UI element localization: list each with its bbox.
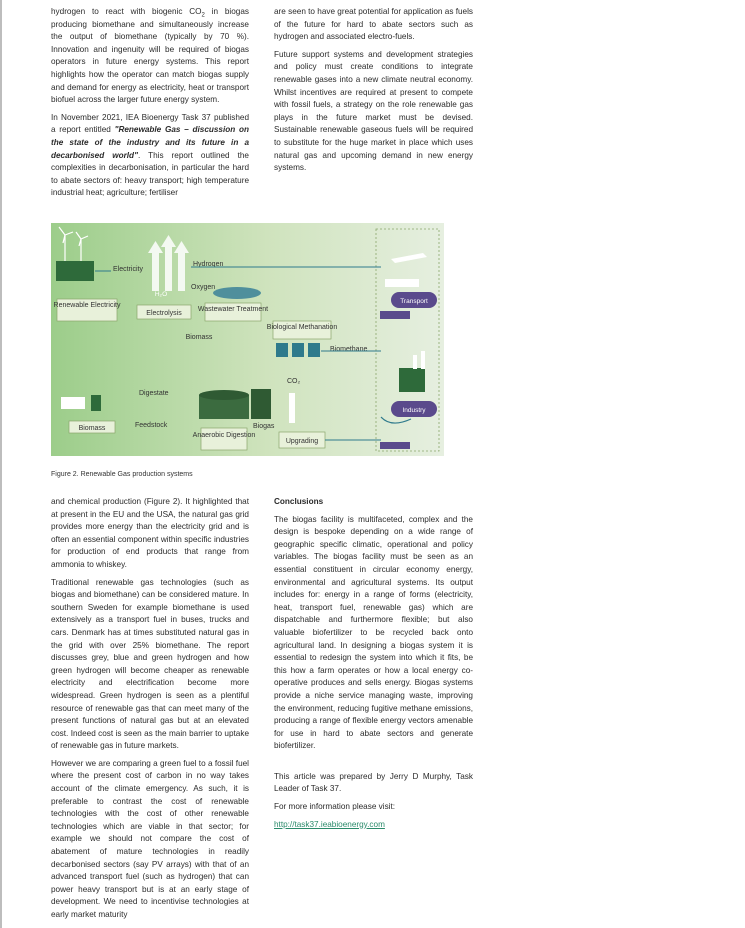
label-biomethane: Biomethane	[330, 346, 368, 353]
paragraph: Traditional renewable gas technologies (such as biogas and biomethane) can be considered mature. In southern Sweden for example biomethane is used extensively as a transport fuel in buses, trucks and cars. Denmark has at times substituted natural gas in the grid with over 25% biomethane. The report discusses grey, blue and green hydrogen and how green hydrogen will become cheaper as renewable electricity and electrification become more widespread. Green hydrogen is seen as a plentiful resource of renewable gas that can meet many of the present functions of natural gas but at an elevated cost. Indeed cost is seen as the main barrier to uptake of renewable gas in future markets.	[51, 577, 249, 751]
digester-tank-icon	[251, 389, 271, 419]
paragraph: In November 2021, IEA Bioenergy Task 37 published a report entitled "Renewable Gas – discussion on the state of the industry and its future in a decarbonised world". This report outlined the complexities in decarbonisation, in particular the hard to abate sectors of: heavy transport; high temperature industrial heat; agriculture; fertiliser	[51, 112, 249, 198]
label-biomass-mid: Biomass	[185, 334, 213, 341]
label-electricity: Electricity	[113, 266, 143, 273]
more-info: For more information please visit:	[274, 802, 396, 812]
paragraph	[274, 819, 473, 832]
label-biomass: Biomass	[78, 425, 106, 432]
paragraph: are seen to have great potential for application as fuels of the future for hard to abate sectors such as hydrogen and associated electro-fuels.	[274, 7, 473, 42]
paragraph: However we are comparing a green fuel to a fossil fuel where the present cost of carbon in no way takes account of the climate emergency. As such, it is preferable to contrast the cost of renewable technologies with the cost of other renewable technologies which are viable in that sector; for example we should not compare the cost of abatement of mature technologies in readily decarbonised sectors (say PV arrays) with that of an advanced transport fuel (such as hydrogen) that can power heavy transport but is at an early stage of development. We need to incentivise technologies at early market maturity	[51, 758, 249, 919]
wastewater-tank-icon	[213, 287, 261, 299]
accent-bar	[380, 442, 410, 449]
methanation-tanks-icon	[276, 343, 320, 357]
section-heading-conclusions: Conclusions	[274, 497, 324, 506]
paragraph: and chemical production (Figure 2). It highlighted that at present in the EU and the USA, the natural gas grid provides more energy than the electricity grid and is often an essential component within specific industries for production of end products that range from ammonia to whiskey.	[51, 497, 249, 569]
label-transport: Transport	[400, 298, 428, 305]
solar-panel-icon	[56, 261, 94, 281]
paragraph: Future support systems and development strategies and policy must create conditions to integrate renewable gases into a new climate neutral economy. Whilst incentives are required at present to compete with fossil fuels, a strategy on the role renewable gas plays in the future market must be devised. Sustainable renewable gaseous fuels will be required to substitute for the huge market in place which uses natural gas and upcoming demand in new energy systems.	[274, 49, 473, 173]
column-bottom-right	[274, 496, 473, 836]
label-upgrading: Upgrading	[285, 438, 319, 445]
digester-dome-icon	[199, 390, 249, 400]
label-wastewater-treatment: Wastewater Treatment	[197, 306, 269, 313]
label-h2o: H₂O	[154, 291, 168, 298]
label-anaerobic-digestion: Anaerobic Digestion	[192, 432, 256, 439]
column-bottom-left	[51, 496, 249, 927]
hydrogen-arrows-icon	[148, 235, 189, 291]
diagram	[51, 223, 444, 456]
label-renewable-electricity: Renewable Electricity	[53, 302, 121, 309]
figure-caption: Figure 2. Renewable Gas production systems	[51, 471, 193, 478]
label-digestate: Digestate	[139, 390, 169, 397]
report-title: "Renewable Gas – discussion on the state of the industry and its future in a decarbonised world"	[51, 125, 249, 160]
label-biological-methanation: Biological Methanation	[266, 324, 338, 331]
chimney-icon	[289, 393, 295, 423]
column-top-right	[274, 6, 473, 180]
author-note: This article was prepared by Jerry D Murphy, Task Leader of Task 37.	[274, 771, 473, 794]
task37-link[interactable]: http://task37.ieabioenergy.com	[274, 819, 385, 829]
paragraph: The biogas facility is multifaceted, complex and the design is bespoke depending on a wide range of geographic specific climatic, operational and policy variables. The biogas facility must be seen as an essential constituent in circular economy energy, environmental and agricultural systems. Its output includes for: energy in a range of forms (electricity, heat, transport fuel, renewable gas) which are dispatchable and furthermore flexible; but also valuable biofertilizer to be recycled back onto agricultural land. In designing a biogas system it is essential to redesign the system into which it fits, be this how a farm operates or how a local energy co-operative produces and sells energy. Biogas systems provide a niche service managing waste, improving the environment, reducing fugitive methane emissions, producing a range of flexible energy vectors amenable for use in hard to abate sectors and generate biofertilizer.	[274, 514, 473, 751]
page-edge	[0, 0, 2, 928]
cow-icon	[61, 395, 101, 411]
paragraph: hydrogen to react with biogenic $CO_2$ in biogas producing biomethane and simultaneously increase the output of biomethane (typically by 70 %). Innovation and ingenuity will be required of biogas operators in future energy systems. This report highlights how the operator can match biogas supply and demand for energy as electricity, heat or transport biofuel across the larger future energy system.	[51, 7, 249, 105]
label-oxygen: Oxygen	[191, 284, 216, 291]
label-feedstock: Feedstock	[135, 422, 168, 429]
label-biogas: Biogas	[253, 423, 275, 430]
label-co2: CO₂	[287, 378, 301, 385]
accent-bar	[380, 311, 410, 319]
label-hydrogen: Hydrogen	[193, 261, 224, 268]
column-top-left	[51, 6, 249, 205]
figure-renewable-gas-systems	[51, 223, 444, 456]
label-industry: Industry	[402, 407, 426, 414]
label-electrolysis: Electrolysis	[146, 310, 182, 317]
